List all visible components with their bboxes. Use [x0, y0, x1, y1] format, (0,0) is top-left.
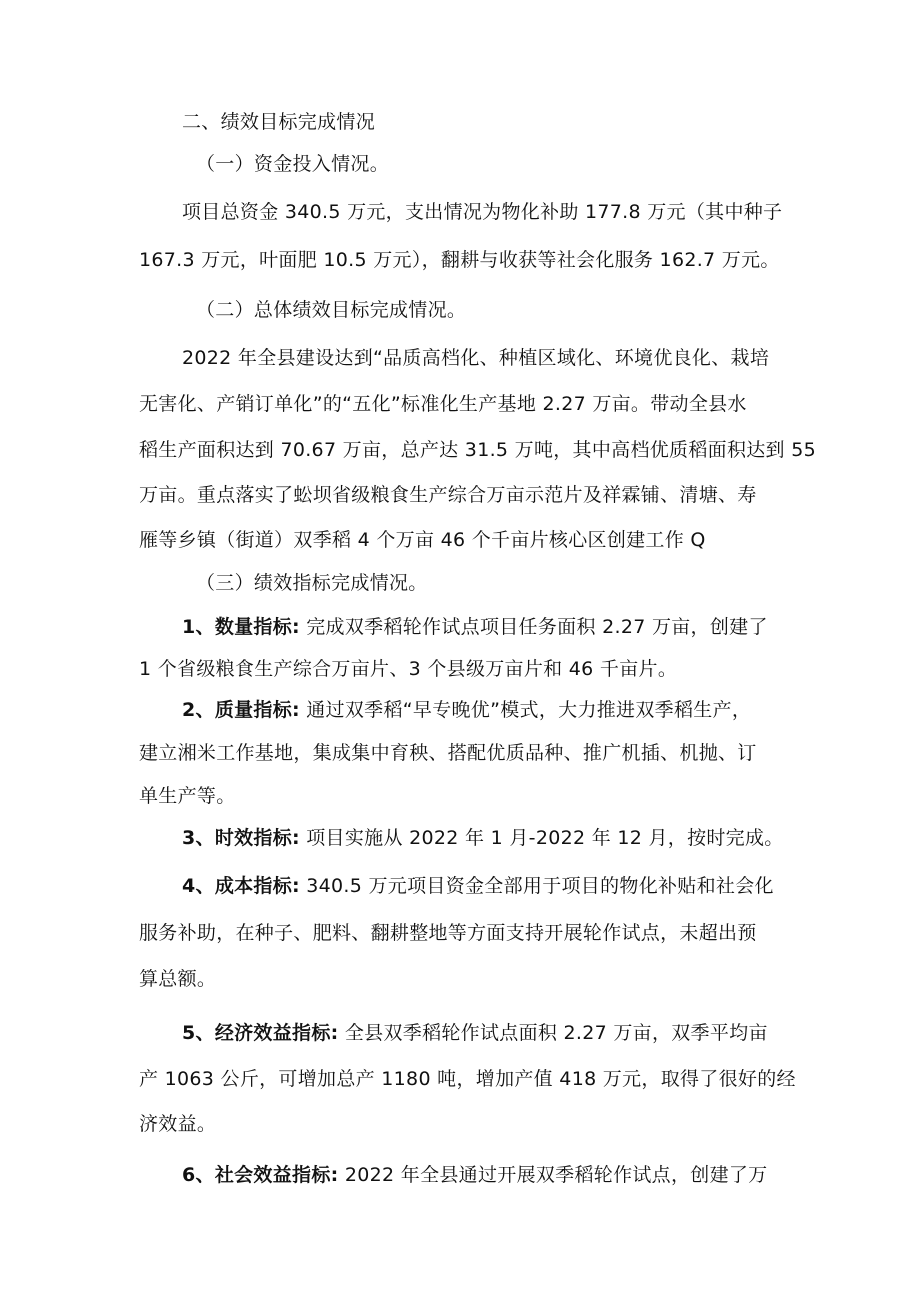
indicator-line: [182, 873, 774, 899]
section-title: 二、绩效目标完成情况: [182, 111, 376, 133]
paragraph-line: 稻生产面积达到 70.67 万亩，总产达 31.5 万吨，其中高档优质稻面积达到 55: [139, 439, 816, 461]
paragraph-line: 服务补助，在种子、肥料、翻耕整地等方面支持开展轮作试点，未超出预: [139, 922, 757, 944]
subsection-heading-overall: （二）总体绩效目标完成情况。: [196, 299, 467, 321]
indicator-text: 2022 年全县通过开展双季稻轮作试点，创建了万: [338, 1164, 768, 1186]
subsection-heading-indicators: （三）绩效指标完成情况。: [196, 572, 428, 594]
paragraph-line: 无害化、产销订单化”的“五化”标准化生产基地 2.27 万亩。带动全县水: [139, 393, 747, 415]
indicator-line: [182, 697, 751, 723]
indicator-line: [182, 825, 784, 851]
paragraph-line: 167.3 万元，叶面肥 10.5 万元），翻耕与收获等社会化服务 162.7 万元。: [139, 249, 780, 271]
indicator-text: 完成双季稻轮作试点项目任务面积 2.27 万亩，创建了: [299, 616, 768, 638]
indicator-label: 4、成本指标:: [182, 875, 300, 897]
paragraph-line: 雁等乡镇（街道）双季稻 4 个万亩 46 个千亩片核心区创建工作 Q: [139, 529, 706, 551]
paragraph-line: 1 个省级粮食生产综合万亩片、3 个县级万亩片和 46 千亩片。: [139, 658, 678, 680]
indicator-text: 340.5 万元项目资金全部用于项目的物化补贴和社会化: [299, 875, 774, 897]
paragraph-line: 产 1063 公斤，可增加总产 1180 吨，增加产值 418 万元，取得了很好的经: [139, 1068, 796, 1090]
indicator-label: 6、社会效益指标:: [182, 1164, 339, 1186]
indicator-text: 全县双季稻轮作试点面积 2.27 万亩，双季平均亩: [338, 1022, 768, 1044]
paragraph-line: 2022 年全县建设达到“品质高档化、种植区域化、环境优良化、栽培: [182, 347, 770, 369]
indicator-label: 3、时效指标:: [182, 827, 300, 849]
paragraph-line: 建立湘米工作基地，集成集中育秧、搭配优质品种、推广机插、机抛、订: [139, 742, 757, 764]
paragraph-line: 项目总资金 340.5 万元，支出情况为物化补助 177.8 万元（其中种子: [182, 201, 783, 223]
indicator-line: [182, 1162, 767, 1188]
indicator-label: 5、经济效益指标:: [182, 1022, 339, 1044]
subsection-heading-funds: （一）资金投入情况。: [196, 153, 390, 175]
paragraph-line: 济效益。: [139, 1113, 217, 1135]
indicator-label: 1、数量指标:: [182, 616, 300, 638]
indicator-line: [182, 1020, 768, 1046]
indicator-line: [182, 614, 768, 640]
paragraph-line: 单生产等。: [139, 785, 236, 807]
paragraph-line: 算总额。: [139, 968, 217, 990]
indicator-text: 项目实施从 2022 年 1 月-2022 年 12 月，按时完成。: [299, 827, 784, 849]
indicator-text: 通过双季稻“早专晚优”模式，大力推进双季稻生产，: [299, 699, 752, 721]
indicator-label: 2、质量指标:: [182, 699, 300, 721]
paragraph-line: 万亩。重点落实了蚣坝省级粮食生产综合万亩示范片及祥霖铺、清塘、寿: [139, 484, 757, 506]
